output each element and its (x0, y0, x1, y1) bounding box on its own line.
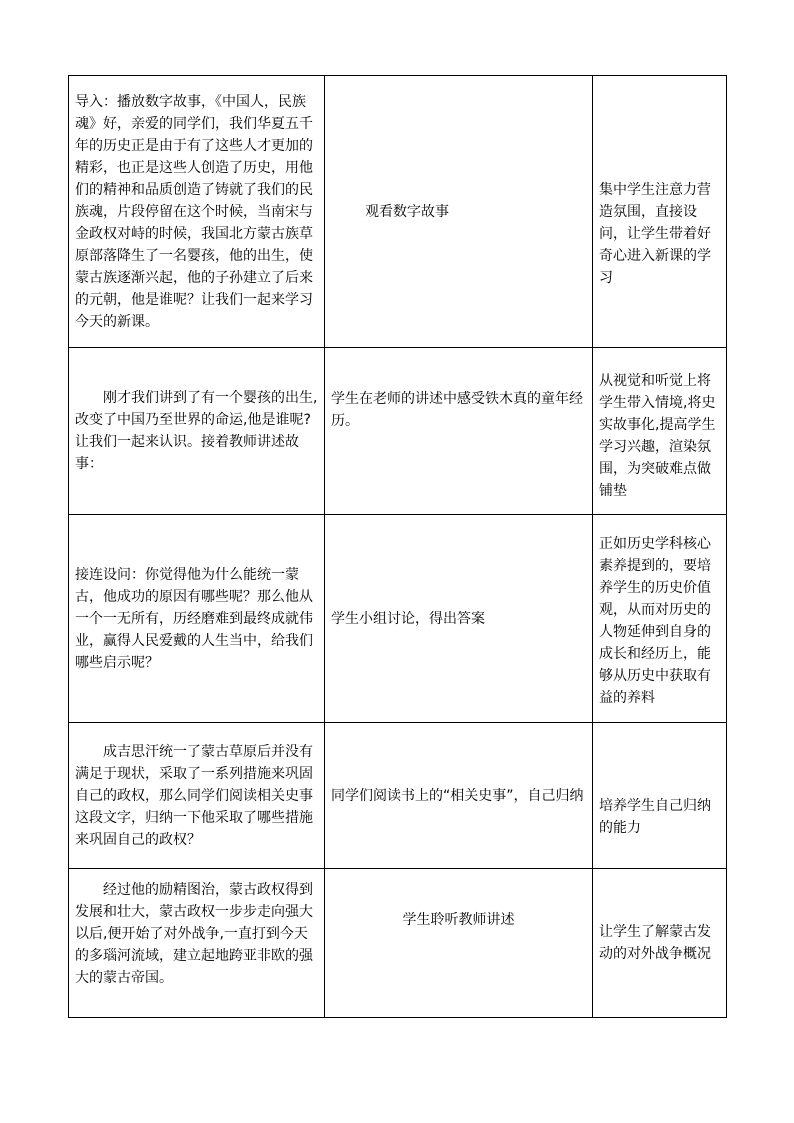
table-row (69, 76, 727, 348)
teacher-activity-cell: 导入：播放数字故事，《中国人，民族魂》好，亲爱的同学们，我们华夏五千年的历史正是由于有了这些人才更加的精彩，也正是这些人创造了历史，用他们的精神和品质创造了铸就了我们的民族魂，片段停留在这个时候，当南宋与金政权对峙的时候，我国北方蒙古族草原部落降生了一名婴孩，他的出生，使蒙古族逐渐兴起，他的子孙建立了后来的元朝，他是谁呢？让我们一起来学习今天的新课。 (69, 76, 325, 348)
student-activity-cell: 学生聆听教师讲述 (325, 869, 593, 1018)
design-intent-cell: 集中学生注意力营造氛围，直接设问，让学生带着好奇心进入新课的学习 (593, 76, 727, 348)
design-intent-cell: 正如历史学科核心素养提到的，要培养学生的历史价值观，从而对历史的人物延伸到自身的成长和经历上，能够从历史中获取有益的养料 (593, 515, 727, 723)
table-row (69, 723, 727, 869)
design-intent-cell: 从视觉和听觉上将学生带入情境,将史实故事化,提高学生学习兴趣，渲染氛围，为突破难点做铺垫 (593, 348, 727, 515)
teacher-activity-cell: 刚才我们讲到了有一个婴孩的出生,改变了中国乃至世界的命运,他是谁呢?让我们一起来认识。接着教师讲述故事： (69, 348, 325, 515)
table-row (69, 515, 727, 723)
lesson-plan-table (68, 75, 727, 1018)
teacher-activity-cell: 成吉思汗统一了蒙古草原后并没有满足于现状，采取了一系列措施来巩固自己的政权，那么同学们阅读相关史事这段文字，归纳一下他采取了哪些措施来巩固自己的政权？ (69, 723, 325, 869)
teacher-activity-cell: 经过他的励精图治，蒙古政权得到发展和壮大，蒙古政权一步步走向强大以后,便开始了对外战争,一直打到今天的多瑙河流域，建立起地跨亚非欧的强大的蒙古帝国。 (69, 869, 325, 1018)
table-row (69, 348, 727, 515)
student-activity-cell: 学生小组讨论，得出答案 (325, 515, 593, 723)
design-intent-cell: 培养学生自己归纳的能力 (593, 723, 727, 869)
table-row (69, 869, 727, 1018)
design-intent-cell: 让学生了解蒙古发动的对外战争概况 (593, 869, 727, 1018)
student-activity-cell: 同学们阅读书上的“相关史事”，自己归纳 (325, 723, 593, 869)
student-activity-cell: 观看数字故事 (325, 76, 593, 348)
student-activity-cell: 学生在老师的讲述中感受铁木真的童年经历。 (325, 348, 593, 515)
teacher-activity-cell: 接连设问：你觉得他为什么能统一蒙古，他成功的原因有哪些呢？那么他从一个一无所有，历经磨难到最终成就伟业，赢得人民爱戴的人生当中，给我们哪些启示呢？ (69, 515, 325, 723)
